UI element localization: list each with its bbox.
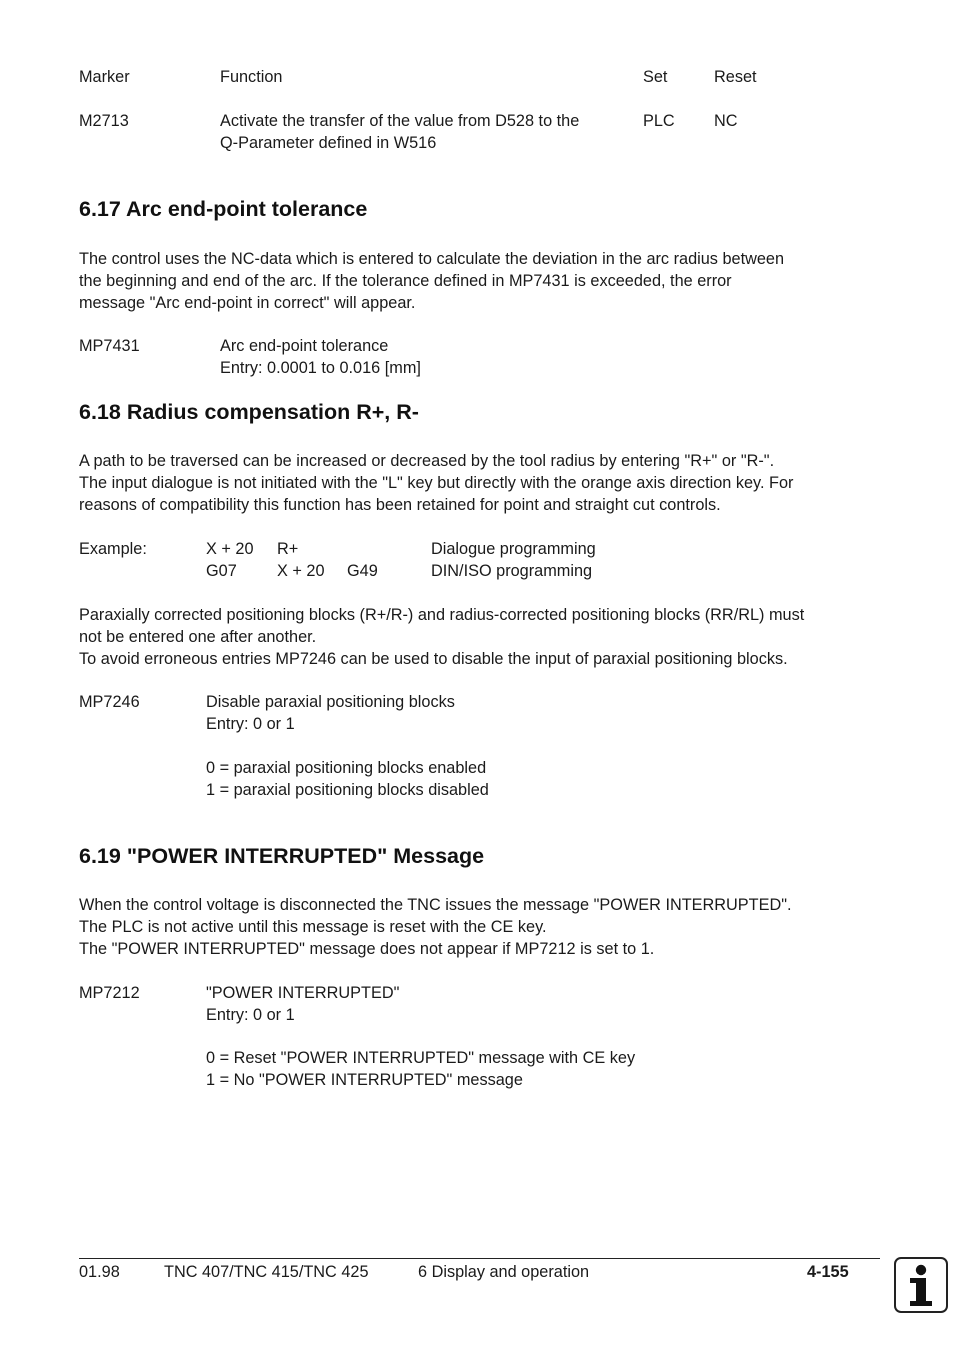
paragraph-line: The input dialogue is not initiated with the "L" key but directly with the orange axis direction key. For xyxy=(79,474,794,492)
paragraph-line: reasons of compatibility this function has been retained for point and straight cut controls. xyxy=(79,496,721,514)
table-cell-reset: NC xyxy=(714,112,738,130)
mp7212-desc: "POWER INTERRUPTED" xyxy=(206,984,400,1002)
paragraph-6-18-b xyxy=(79,604,879,670)
section-title-6-19: 6.19 "POWER INTERRUPTED" Message xyxy=(79,844,485,868)
example-row1-c1: X + 20 xyxy=(206,540,254,558)
footer-chapter: 6 Display and operation xyxy=(418,1263,590,1281)
paragraph-line: The PLC is not active until this message is reset with the CE key. xyxy=(79,918,547,936)
paragraph-line: not be entered one after another. xyxy=(79,628,317,646)
table-cell-set: PLC xyxy=(643,112,675,130)
footer-model: TNC 407/TNC 415/TNC 425 xyxy=(164,1263,369,1281)
paragraph-line: The control uses the NC-data which is entered to calculate the deviation in the arc radius between xyxy=(79,250,785,268)
paragraph-line: To avoid erroneous entries MP7246 can be used to disable the input of paraxial positioning blocks. xyxy=(79,650,788,668)
mp7246-desc: Disable paraxial positioning blocks xyxy=(206,693,455,711)
paragraph-6-18 xyxy=(79,450,879,516)
example-row1-desc: Dialogue programming xyxy=(431,540,596,558)
mp7212-option-0: 0 = Reset "POWER INTERRUPTED" message with CE key xyxy=(206,1049,636,1067)
mp7212-entry: Entry: 0 or 1 xyxy=(206,1006,295,1024)
info-icon xyxy=(894,1257,948,1313)
example-row2-c2: X + 20 xyxy=(277,562,325,580)
paragraph-line: When the control voltage is disconnected the TNC issues the message "POWER INTERRUPTED". xyxy=(79,896,792,914)
mp7212-code: MP7212 xyxy=(79,984,140,1002)
table-header-set: Set xyxy=(643,68,668,86)
paragraph-line: Paraxially corrected positioning blocks (R+/R-) and radius-corrected positioning blocks (RR/RL) must xyxy=(79,606,805,624)
mp7246-option-0: 0 = paraxial positioning blocks enabled xyxy=(206,759,487,777)
mp7246-option-1: 1 = paraxial positioning blocks disabled xyxy=(206,781,489,799)
table-header-reset: Reset xyxy=(714,68,757,86)
paragraph-line: message "Arc end-point in correct" will appear. xyxy=(79,294,416,312)
mp7246-entry: Entry: 0 or 1 xyxy=(206,715,295,733)
mp7431-desc: Arc end-point tolerance xyxy=(220,337,389,355)
example-row2-desc: DIN/ISO programming xyxy=(431,562,593,580)
section-title-6-18: 6.18 Radius compensation R+, R- xyxy=(79,400,419,424)
paragraph-line: The "POWER INTERRUPTED" message does not appear if MP7212 is set to 1. xyxy=(79,940,655,958)
example-row2-c3: G49 xyxy=(347,562,378,580)
example-row1-c2: R+ xyxy=(277,540,299,558)
paragraph-line: the beginning and end of the arc. If the tolerance defined in MP7431 is exceeded, the error xyxy=(79,272,732,290)
table-cell-function-line2: Q-Parameter defined in W516 xyxy=(220,134,437,152)
mp7431-entry: Entry: 0.0001 to 0.016 [mm] xyxy=(220,359,421,377)
footer-rule xyxy=(79,1258,880,1259)
table-cell-function-line1: Activate the transfer of the value from D528 to the xyxy=(220,112,580,130)
footer-page-number: 4-155 xyxy=(807,1263,849,1281)
paragraph-6-19 xyxy=(79,894,879,960)
section-title-6-17: 6.17 Arc end-point tolerance xyxy=(79,197,368,221)
table-header-marker: Marker xyxy=(79,68,130,86)
example-label: Example: xyxy=(79,540,147,558)
mp7246-code: MP7246 xyxy=(79,693,140,711)
table-header-function: Function xyxy=(220,68,283,86)
paragraph-line: A path to be traversed can be increased or decreased by the tool radius by entering "R+" or "R-". xyxy=(79,452,775,470)
example-row2-c1: G07 xyxy=(206,562,237,580)
paragraph-6-17 xyxy=(79,248,879,314)
footer-date: 01.98 xyxy=(79,1263,120,1281)
mp7212-option-1: 1 = No "POWER INTERRUPTED" message xyxy=(206,1071,523,1089)
table-cell-marker: M2713 xyxy=(79,112,129,130)
mp7431-code: MP7431 xyxy=(79,337,140,355)
